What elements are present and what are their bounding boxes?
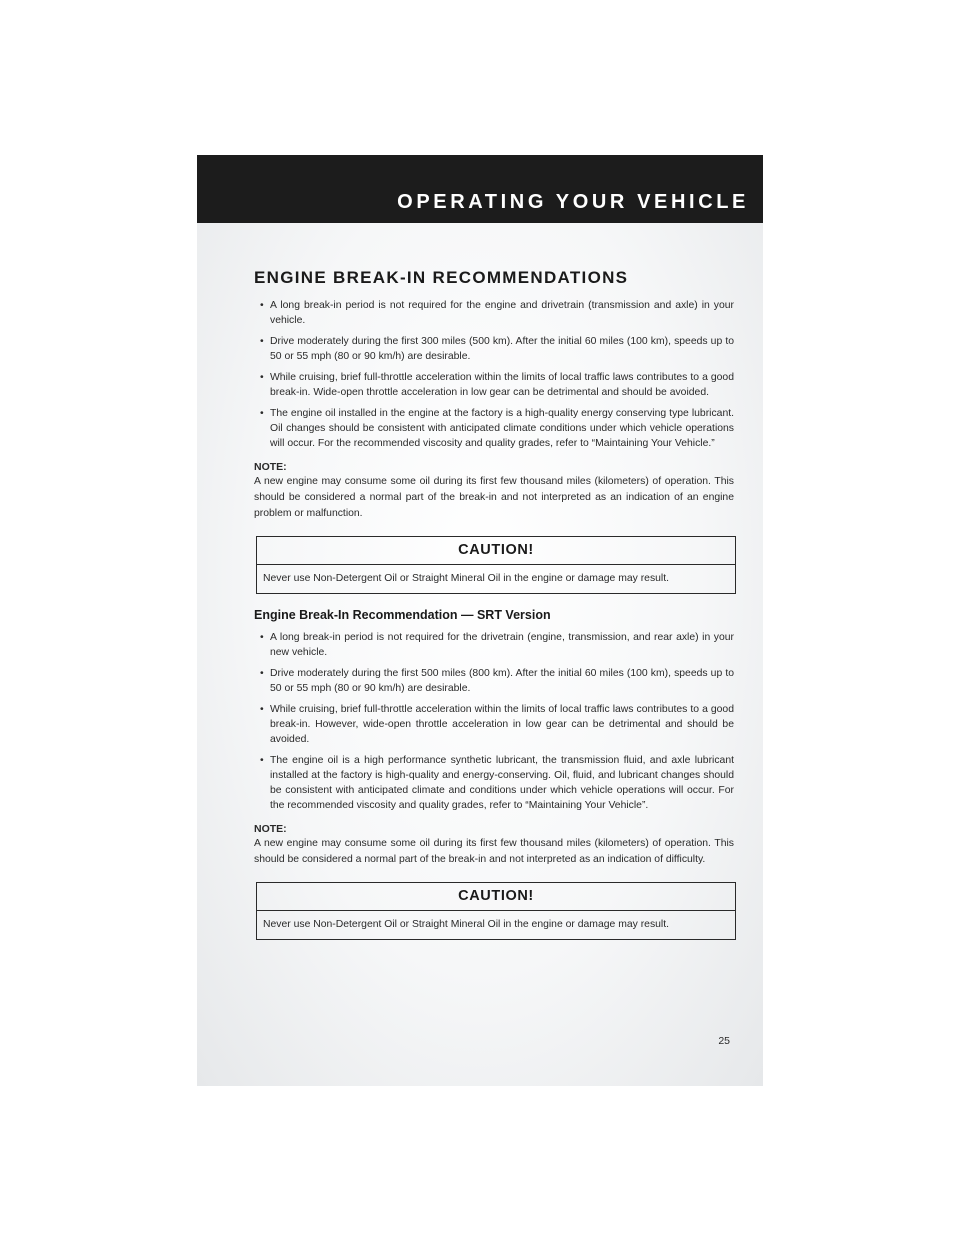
bullet-item: • While cruising, brief full-throttle acceleration within the limits of local traffic laws contributes to a good break-in. However, wide-open throttle acceleration in low gear can be detrimental and should be avoided. (254, 702, 734, 747)
bullet-item: • Drive moderately during the first 300 miles (500 km). After the initial 60 miles (100 km), speeds up to 50 or 55 mph (80 or 90 km/h) are desirable. (254, 334, 734, 364)
bullet-item: • The engine oil is a high performance synthetic lubricant, the transmission fluid, and axle lubricant installed at the factory is high-quality and energy-conserving. Oil, fluid, and lubricant changes should be consistent with anticipated climate and conditions under which vehicle operations will occur. For the recommended viscosity and quality grades, refer to “Maintaining Your Vehicle”. (254, 753, 734, 813)
bullet-item: • While cruising, brief full-throttle acceleration within the limits of local traffic laws contributes to a good break-in. Wide-open throttle acceleration in low gear can be detrimental and should be avoided. (254, 370, 734, 400)
caution-text: Never use Non-Detergent Oil or Straight Mineral Oil in the engine or damage may result. (263, 573, 670, 584)
caution-title: CAUTION! (257, 883, 735, 911)
subsection-title: Engine Break-In Recommendation — SRT Version (254, 608, 551, 622)
bullet-item: • A long break-in period is not required for the drivetrain (engine, transmission, and rear axle) in your new vehicle. (254, 630, 734, 660)
page-number: 25 (718, 1035, 730, 1047)
bullet-item: • The engine oil installed in the engine at the factory is a high-quality energy conserving type lubricant. Oil changes should be consistent with anticipated climate conditions under which vehicle operations will occur. For the recommended viscosity and quality grades, refer to “Maintaining Your Vehicle.” (254, 406, 734, 451)
manual-page (197, 155, 763, 1086)
page-content (254, 268, 734, 954)
header-title: OPERATING YOUR VEHICLE (397, 191, 749, 213)
note-label: NOTE: (254, 461, 287, 473)
bullet-item: • A long break-in period is not required for the engine and drivetrain (transmission and axle) in your vehicle. (254, 298, 734, 328)
caution-box (256, 536, 736, 594)
caution-text: Never use Non-Detergent Oil or Straight Mineral Oil in the engine or damage may result. (263, 919, 670, 930)
note-text: A new engine may consume some oil during its first few thousand miles (kilometers) of operation. This should be considered a normal part of the break-in and not interpreted as an indication of an engine problem or malfunction. (254, 476, 734, 519)
header-band (197, 155, 763, 223)
caution-title: CAUTION! (257, 537, 735, 565)
caution-box (256, 882, 736, 940)
section-title: ENGINE BREAK-IN RECOMMENDATIONS (254, 268, 629, 287)
note-text: A new engine may consume some oil during its first few thousand miles (kilometers) of operation. This should be considered a normal part of the break-in and not interpreted as an indication of difficulty. (254, 838, 734, 865)
bullet-item: • Drive moderately during the first 500 miles (800 km). After the initial 60 miles (100 km), speeds up to 50 or 55 mph (80 or 90 km/h) are desirable. (254, 666, 734, 696)
note-label: NOTE: (254, 823, 287, 835)
subsection-bullet-list (254, 630, 734, 813)
section-bullet-list (254, 298, 734, 451)
